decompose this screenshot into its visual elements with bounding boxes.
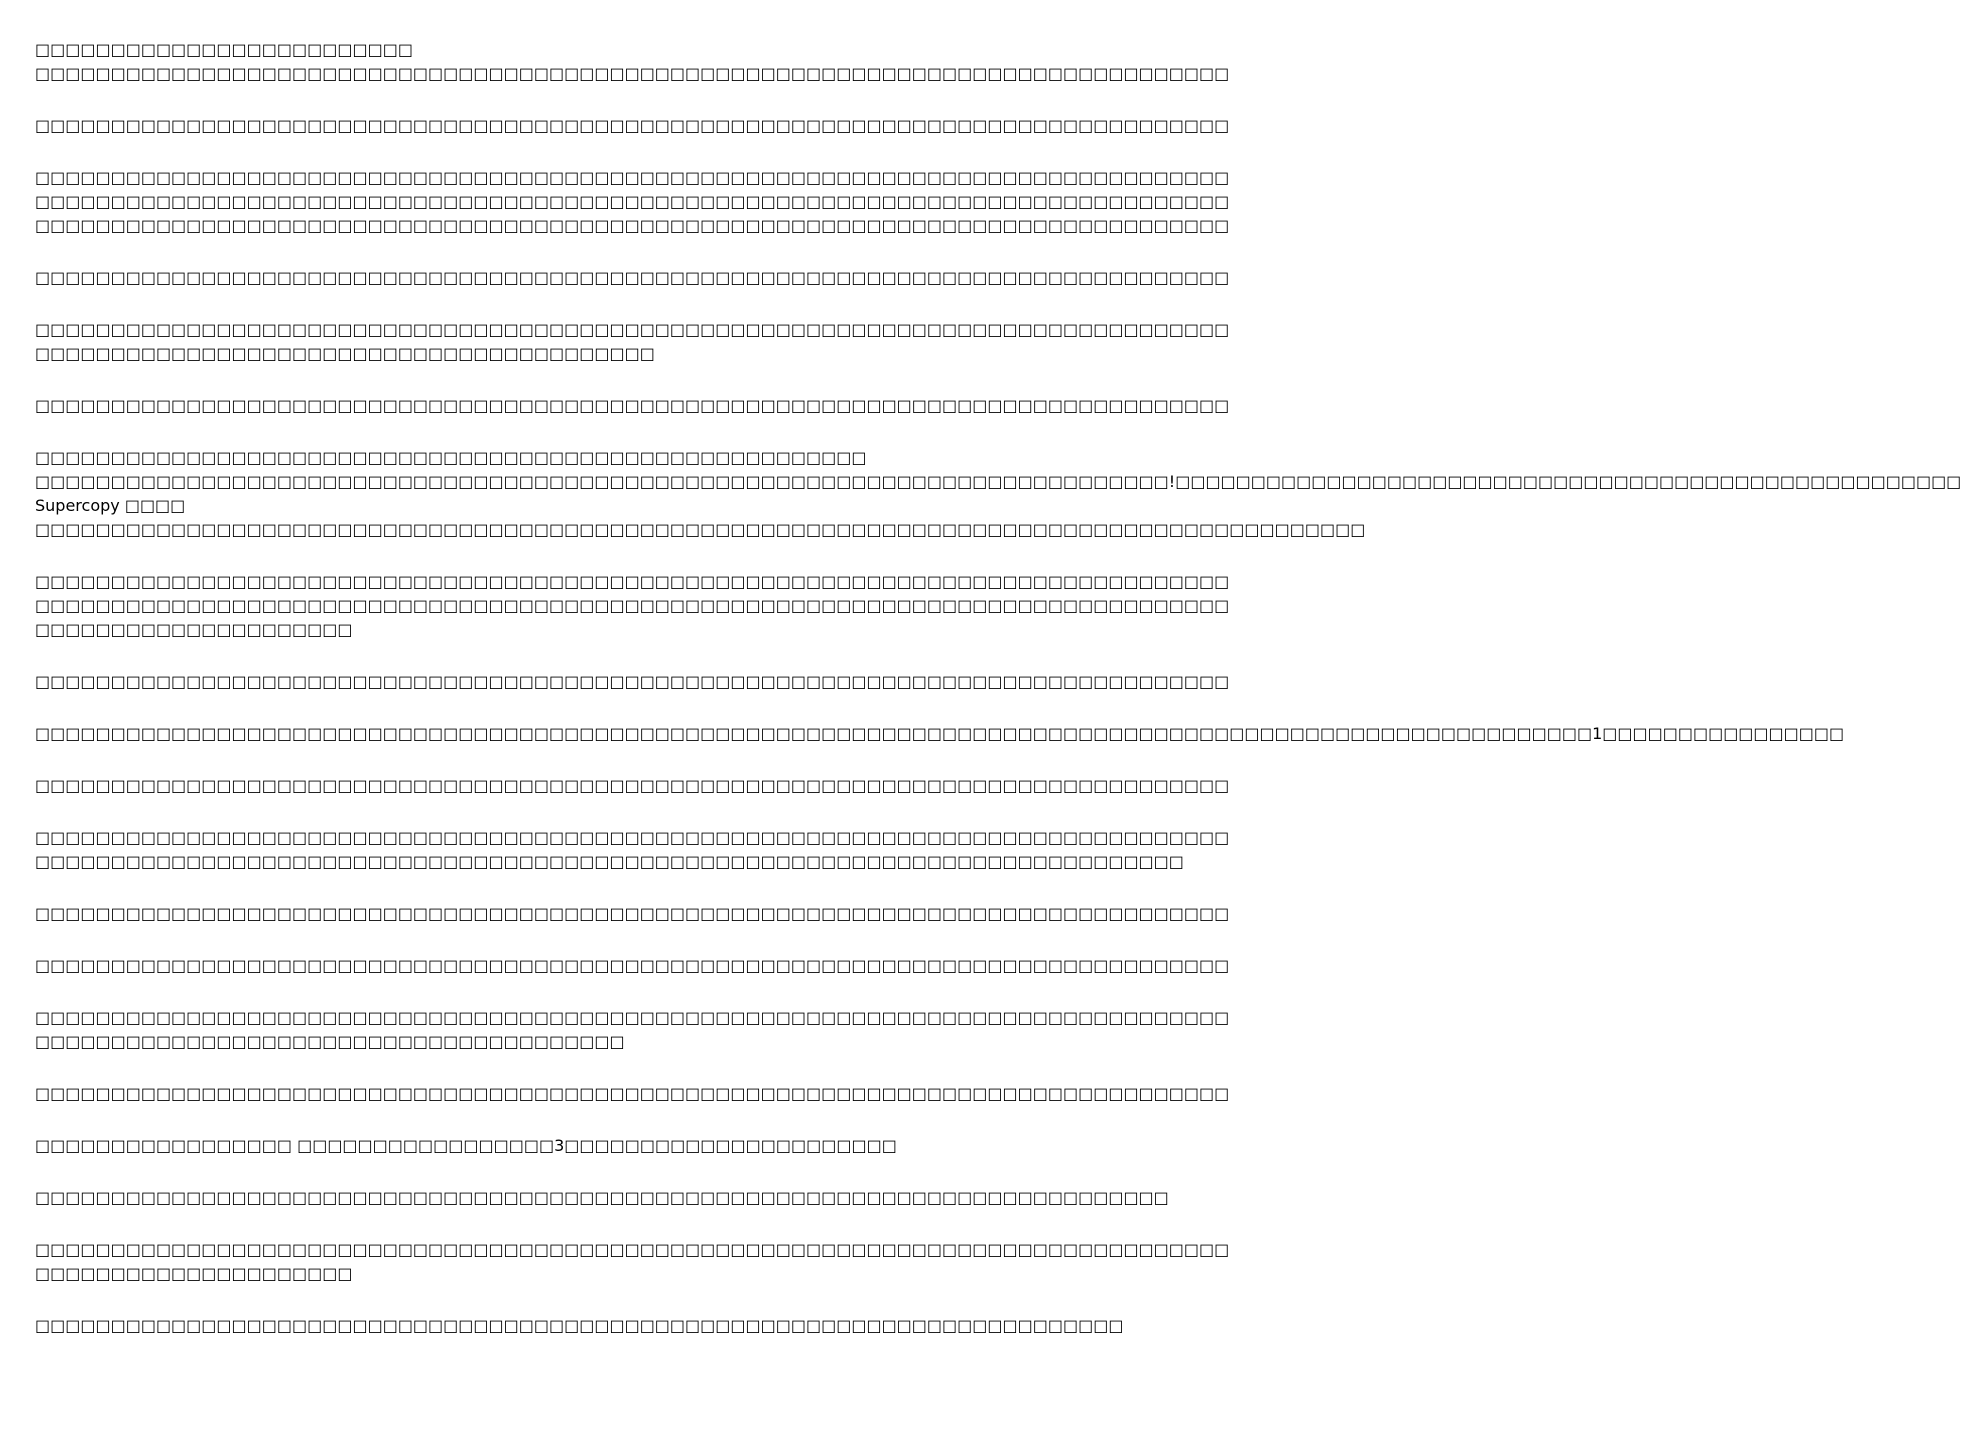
paragraph [35,318,1230,366]
paragraph [35,1082,1230,1106]
text-line: □□□□□□□□□□□□□□□□□□□□□□□□□□□□□□□□□□□□□□□□□□□□□□□□□□□□□□□□□□□□□□□□□□□□□□□□□□□□□□□ [35,956,1230,975]
text-line: □□□□□□□□□□□□□□□□□□□□□ [35,1264,353,1283]
document-body [35,38,1961,1366]
paragraph [35,570,1230,642]
paragraph [35,38,1230,86]
text-line: □□□□□□□□□□□□□□□□□□□□□□□□□□□□□□□□□□□□□□□□□□□□□□□□□□□□□□□□□□□□□□□□□□□□□□□□□□□□□□□ [35,572,1230,591]
paragraph [35,670,1230,694]
text-line: □□□□□□□□□□□□□□□□□□□□□□□□□□□□□□□□□□□□□□□□□□□□□□□□□□□□□□□□□□□□□□□□□□□□□□□□□□□□□□□ [35,1240,1230,1259]
text-line: □□□□□□□□□□□□□□□□□□□□□□□□□□□□□□□□□□□□□□□□□□□□□□□□□□□□□□□□□□□□□□□□□□□□□□□□□□□□□□□ [35,1084,1230,1103]
text-line: □□□□□□□□□□□□□□□□□□□□□□□□□□□□□□□□□□□□□□□□□□□□□□□□□□□□□□□□□□□□□□□□□□□□□□□□□□□□□□□ [35,216,1230,235]
text-line: □□□□□□□□□□□□□□□□□□□□□□□□□□□□□□□□□□□□□□□□□□□□□□□□□□□□□□□ [35,448,867,467]
text-line: □□□□□□□□□□□□□□□□□□□□□□□□□□□□□□□□□□□□□□□□□□□□□□□□□□□□□□□□□□□□□□□□□□□□□□□□□□□□□□□□□□□□□□□□ [35,520,1366,539]
paragraph [35,1314,1124,1338]
paragraph [35,722,1845,746]
text-line: □□□□□□□□□□□□□□□□□□□□□ [35,620,353,639]
text-line: □□□□□□□□□□□□□□□□□□□□□□□□□□□□□□□□□□□□□□□□□□□□□□□□□□□□□□□□□□□□□□□□□□□□□□□□□□□□□□□ [35,396,1230,415]
paragraph [35,1006,1230,1054]
paragraph [35,166,1230,238]
text-line: □□□□□□□□□□□□□□□□□□□□□□□□□□□□□□□□□□□□□□□□□□□□□□□□□□□□□□□□□□□□□□□□□□□□□□□□□□□□□□□ [35,672,1230,691]
text-line: □□□□□□□□□□□□□□□□□□□□□□□□□□□□□□□□□□□□□□□□□□□□□□□□□□□□□□□□□□□□□□□□□□□□□□□□□□□!□□□□□□□□□□□□□□□□□□□□□□□□□□□□□□□□□□□□□□□□□□□□□□□□□□□□ [35,472,1961,491]
paragraph [35,266,1230,290]
paragraph [35,446,1961,542]
text-line: □□□□□□□□□□□□□□□□□□□□□□□□□□□□□□□□□□□□□□□□□□□□□□□□□□□□□□□□□□□□□□□□□□□□□□□□□□□□□□□ [35,320,1230,339]
text-line: □□□□□□□□□□□□□□□□□□□□□□□□□□□□□□□□□□□□□□□□□ [35,344,655,363]
text-line: □□□□□□□□□□□□□□□□□ □□□□□□□□□□□□□□□□□3□□□□□□□□□□□□□□□□□□□□□□ [35,1136,897,1155]
text-line: □□□□□□□□□□□□□□□□□□□□□□□□□□□□□□□□□□□□□□□□□□□□□□□□□□□□□□□□□□□□□□□□□□□□□□□□□□□□□□□ [35,116,1230,135]
text-line: □□□□□□□□□□□□□□□□□□□□□□□□□□□□□□□□□□□□□□□□□□□□□□□□□□□□□□□□□□□□□□□□□□□□□□□□□□□ [35,1188,1169,1207]
paragraph [35,774,1230,798]
text-line: □□□□□□□□□□□□□□□□□□□□□□□□□□□□□□□□□□□□□□□□□□□□□□□□□□□□□□□□□□□□□□□□□□□□□□□□□□□□□□□ [35,776,1230,795]
paragraph [35,394,1230,418]
text-line: □□□□□□□□□□□□□□□□□□□□□□□□□□□□□□□□□□□□□□□□□□□□□□□□□□□□□□□□□□□□□□□□□□□□□□□□□□□□□□□ [35,596,1230,615]
paragraph [35,1238,1230,1286]
paragraph [35,826,1230,874]
text-line: □□□□□□□□□□□□□□□□□□□□□□□□□□□□□□□□□□□□□□□□□□□□□□□□□□□□□□□□□□□□□□□□□□□□□□□□□□□□□□□ [35,904,1230,923]
text-line: □□□□□□□□□□□□□□□□□□□□□□□□□□□□□□□□□□□□□□□□□□□□□□□□□□□□□□□□□□□□□□□□□□□□□□□□□□□□□□□ [35,64,1230,83]
paragraph [35,114,1230,138]
text-line: □□□□□□□□□□□□□□□□□□□□□□□□□□□□□□□□□□□□□□□□□□□□□□□□□□□□□□□□□□□□□□□□□□□□□□□□ [35,1316,1124,1335]
text-line: □□□□□□□□□□□□□□□□□□□□□□□□□□□□□□□□□□□□□□□□□□□□□□□□□□□□□□□□□□□□□□□□□□□□□□□□□□□□□□□□□□□□□□□□□□□□□□□□□□□□□□□1□□□□□□□□□□□□□□□□ [35,724,1845,743]
paragraph [35,1134,989,1158]
text-line: □□□□□□□□□□□□□□□□□□□□□□□□□□□□□□□□□□□□□□□ [35,1032,625,1051]
text-line: □□□□□□□□□□□□□□□□□□□□□□□□□□□□□□□□□□□□□□□□□□□□□□□□□□□□□□□□□□□□□□□□□□□□□□□□□□□□□□□ [35,828,1230,847]
paragraph [35,902,1230,926]
text-line: □□□□□□□□□□□□□□□□□□□□□□□□□□□□□□□□□□□□□□□□□□□□□□□□□□□□□□□□□□□□□□□□□□□□□□□□□□□□ [35,852,1184,871]
text-line: □□□□□□□□□□□□□□□□□□□□□□□□□□□□□□□□□□□□□□□□□□□□□□□□□□□□□□□□□□□□□□□□□□□□□□□□□□□□□□□ [35,268,1230,287]
text-line: □□□□□□□□□□□□□□□□□□□□□□□□□□□□□□□□□□□□□□□□□□□□□□□□□□□□□□□□□□□□□□□□□□□□□□□□□□□□□□□ [35,168,1230,187]
text-line: □□□□□□□□□□□□□□□□□□□□□□□□□□□□□□□□□□□□□□□□□□□□□□□□□□□□□□□□□□□□□□□□□□□□□□□□□□□□□□□ [35,192,1230,211]
text-line: Supercopy □□□□ [35,496,186,515]
text-line: □□□□□□□□□□□□□□□□□□□□□□□□□ [35,40,413,59]
paragraph [35,1186,1169,1210]
text-line: □□□□□□□□□□□□□□□□□□□□□□□□□□□□□□□□□□□□□□□□□□□□□□□□□□□□□□□□□□□□□□□□□□□□□□□□□□□□□□□ [35,1008,1230,1027]
paragraph [35,954,1230,978]
